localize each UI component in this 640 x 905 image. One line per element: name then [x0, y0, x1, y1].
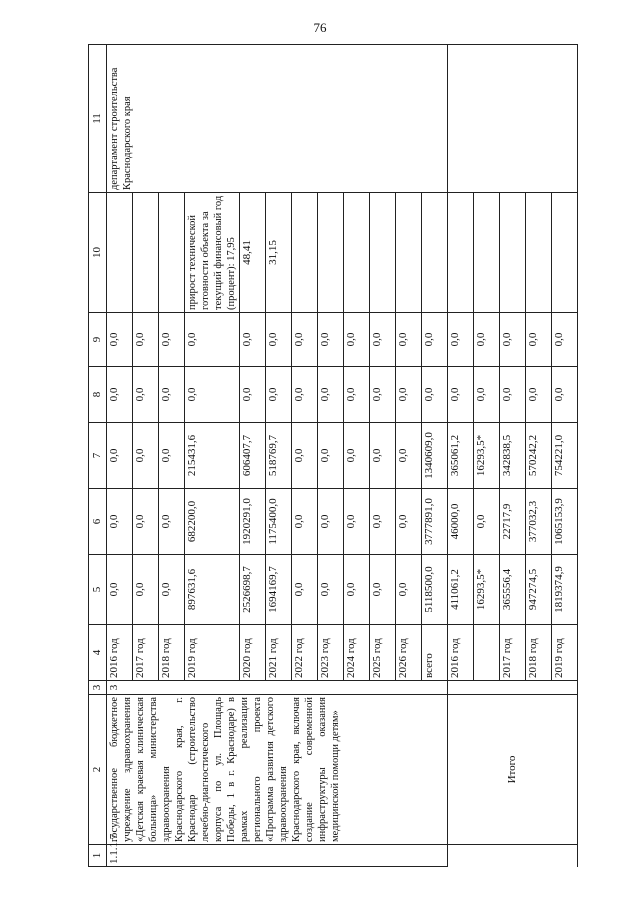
- value-cell: 570242,2: [526, 423, 552, 489]
- department-cell: департамент строительства Краснодарского края: [107, 45, 448, 193]
- value-cell: 0,0: [526, 313, 552, 367]
- value-cell: 0,0: [240, 367, 266, 423]
- year-cell: 2024 год: [344, 625, 370, 681]
- value-cell: 0,0: [266, 367, 292, 423]
- value-cell: 0,0: [396, 313, 422, 367]
- year-cell: 2019 год: [185, 625, 240, 681]
- itogo-col3: [448, 681, 578, 695]
- note-cell: прирост технической готовности объекта за текущий финансовый год (процент): 17,95: [185, 193, 240, 313]
- note-cell: [474, 193, 500, 313]
- value-cell: 754221,0: [552, 423, 578, 489]
- value-cell: 0,0: [318, 367, 344, 423]
- header-cell: 3: [89, 681, 107, 695]
- value-cell: 0,0: [526, 367, 552, 423]
- value-cell: 0,0: [474, 489, 500, 555]
- itogo-col11: [448, 45, 578, 193]
- value-cell: 0,0: [370, 367, 396, 423]
- note-cell: 31,15: [266, 193, 292, 313]
- value-cell: 1065153,9: [552, 489, 578, 555]
- value-cell: 0,0: [107, 367, 133, 423]
- note-cell: [292, 193, 318, 313]
- value-cell: 0,0: [474, 367, 500, 423]
- value-cell: 0,0: [344, 423, 370, 489]
- value-cell: 0,0: [107, 489, 133, 555]
- value-cell: 0,0: [448, 367, 474, 423]
- value-cell: 0,0: [133, 555, 159, 625]
- value-cell: 0,0: [396, 489, 422, 555]
- value-cell: 0,0: [240, 313, 266, 367]
- value-cell: 0,0: [266, 313, 292, 367]
- header-cell: 4: [89, 625, 107, 681]
- header-cell: 6: [89, 489, 107, 555]
- value-cell: 0,0: [159, 489, 185, 555]
- itogo-row: [448, 45, 474, 867]
- value-cell: 0,0: [292, 313, 318, 367]
- value-cell: 0,0: [292, 555, 318, 625]
- value-cell: 365556,4: [500, 555, 526, 625]
- value-cell: 1340609,0: [422, 423, 448, 489]
- value-cell: 0,0: [370, 555, 396, 625]
- value-cell: 0,0: [107, 555, 133, 625]
- year-cell: 2023 год: [318, 625, 344, 681]
- rotated-table-content: [88, 45, 565, 867]
- itogo-spacer: [448, 845, 578, 867]
- value-cell: 16293,5*: [474, 423, 500, 489]
- header-cell: 5: [89, 555, 107, 625]
- year-cell: 2018 год: [159, 625, 185, 681]
- note-cell: 48,41: [240, 193, 266, 313]
- value-cell: 0,0: [185, 313, 240, 367]
- value-cell: 0,0: [107, 423, 133, 489]
- value-cell: 1175400,0: [266, 489, 292, 555]
- header-cell: 8: [89, 367, 107, 423]
- year-cell: 2025 год: [370, 625, 396, 681]
- year-cell: 2020 год: [240, 625, 266, 681]
- year-cell: [474, 625, 500, 681]
- note-cell: [448, 193, 474, 313]
- value-cell: 0,0: [422, 313, 448, 367]
- value-cell: 0,0: [133, 313, 159, 367]
- value-cell: 0,0: [159, 555, 185, 625]
- header-cell: 2: [89, 695, 107, 845]
- value-cell: 0,0: [370, 489, 396, 555]
- value-cell: 0,0: [133, 423, 159, 489]
- value-cell: 0,0: [159, 367, 185, 423]
- value-cell: 0,0: [107, 313, 133, 367]
- value-cell: 0,0: [318, 555, 344, 625]
- value-cell: 342838,5: [500, 423, 526, 489]
- page-number: 76: [313, 20, 327, 35]
- note-cell: [370, 193, 396, 313]
- note-cell: [318, 193, 344, 313]
- value-cell: 0,0: [344, 313, 370, 367]
- value-cell: 0,0: [292, 367, 318, 423]
- year-cell: 2019 год: [552, 625, 578, 681]
- value-cell: 0,0: [422, 367, 448, 423]
- value-cell: 0,0: [552, 313, 578, 367]
- value-cell: 46000,0: [448, 489, 474, 555]
- value-cell: 0,0: [318, 423, 344, 489]
- value-cell: 0,0: [159, 313, 185, 367]
- value-cell: 0,0: [344, 367, 370, 423]
- note-cell: [526, 193, 552, 313]
- value-cell: 0,0: [396, 555, 422, 625]
- header-cell: 1: [89, 845, 107, 867]
- year-cell: 2017 год: [133, 625, 159, 681]
- header-row: [89, 45, 107, 867]
- value-cell: 0,0: [344, 555, 370, 625]
- value-cell: 0,0: [292, 423, 318, 489]
- value-cell: 518769,7: [266, 423, 292, 489]
- value-cell: 3777891,0: [422, 489, 448, 555]
- header-cell: 10: [89, 193, 107, 313]
- value-cell: 0,0: [552, 367, 578, 423]
- header-cell: 11: [89, 45, 107, 193]
- value-cell: 0,0: [448, 313, 474, 367]
- value-cell: 5118500,0: [422, 555, 448, 625]
- note-cell: [133, 193, 159, 313]
- value-cell: 215431,6: [185, 423, 240, 489]
- value-cell: 682200,0: [185, 489, 240, 555]
- year-cell: 2021 год: [266, 625, 292, 681]
- note-cell: [422, 193, 448, 313]
- year-cell: 2017 год: [500, 625, 526, 681]
- value-cell: 1694169,7: [266, 555, 292, 625]
- value-cell: 16293,5*: [474, 555, 500, 625]
- note-cell: [344, 193, 370, 313]
- value-cell: 0,0: [318, 489, 344, 555]
- note-cell: [552, 193, 578, 313]
- value-cell: 0,0: [396, 423, 422, 489]
- value-cell: 0,0: [133, 489, 159, 555]
- year-cell: 2016 год: [448, 625, 474, 681]
- value-cell: 22717,9: [500, 489, 526, 555]
- value-cell: 0,0: [370, 313, 396, 367]
- value-cell: 0,0: [292, 489, 318, 555]
- note-cell: [396, 193, 422, 313]
- value-cell: 606407,7: [240, 423, 266, 489]
- year-cell: 2018 год: [526, 625, 552, 681]
- value-cell: 0,0: [344, 489, 370, 555]
- value-cell: 0,0: [500, 313, 526, 367]
- note-cell: [159, 193, 185, 313]
- value-cell: 365061,2: [448, 423, 474, 489]
- note-cell: [107, 193, 133, 313]
- header-cell: 7: [89, 423, 107, 489]
- value-cell: 0,0: [318, 313, 344, 367]
- itogo-label: Итого: [448, 695, 578, 845]
- item-col3: 3: [107, 681, 448, 695]
- year-cell: 2016 год: [107, 625, 133, 681]
- value-cell: 2526698,7: [240, 555, 266, 625]
- value-cell: 0,0: [500, 367, 526, 423]
- note-cell: [500, 193, 526, 313]
- value-cell: 947274,5: [526, 555, 552, 625]
- rotated-table-frame: [88, 45, 565, 867]
- value-cell: 0,0: [185, 367, 240, 423]
- item-description: государственное бюджетное учреждение здравоохранения «Детская краевая клиническая больница» министерства здравоохранения Краснодарского края, г. Краснодар (строительство лечебно-диагностического корпуса по ул. Площадь Победы, 1 в г. Краснодаре) в рамках реализации регионального проекта «Программа развития детского здравоохранения Краснодарского края, включая создание современной инфраструктуры оказания медицинской помощи детям»: [107, 695, 448, 845]
- item-code: 1.1.1.7: [107, 845, 448, 867]
- table-row: [107, 45, 133, 867]
- year-cell: 2022 год: [292, 625, 318, 681]
- value-cell: 0,0: [133, 367, 159, 423]
- value-cell: 897631,6: [185, 555, 240, 625]
- value-cell: 377032,3: [526, 489, 552, 555]
- value-cell: 0,0: [159, 423, 185, 489]
- year-cell: всего: [422, 625, 448, 681]
- budget-table: [88, 44, 578, 867]
- value-cell: 0,0: [396, 367, 422, 423]
- value-cell: 411061,2: [448, 555, 474, 625]
- header-cell: 9: [89, 313, 107, 367]
- year-cell: 2026 год: [396, 625, 422, 681]
- value-cell: 0,0: [370, 423, 396, 489]
- value-cell: 1819374,9: [552, 555, 578, 625]
- value-cell: 0,0: [474, 313, 500, 367]
- value-cell: 1920291,0: [240, 489, 266, 555]
